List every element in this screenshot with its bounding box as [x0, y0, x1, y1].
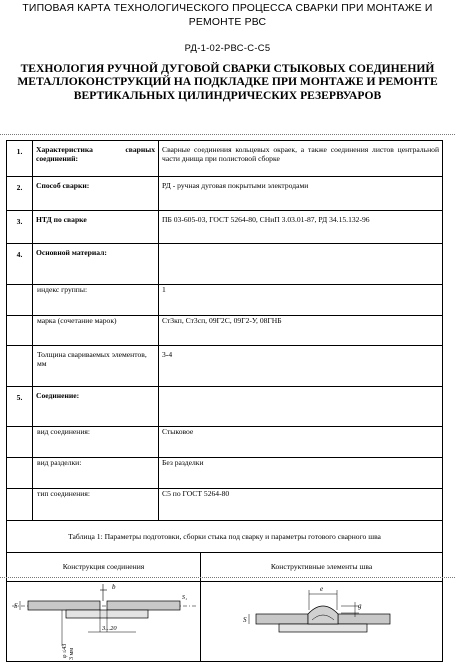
document-code: РД-1-02-РВС-С-С5: [184, 42, 271, 53]
document-title: ТЕХНОЛОГИЯ РУЧНОЙ ДУГОВОЙ СВАРКИ СТЫКОВЫХ СОЕДИНЕНИЙ МЕТАЛЛОКОНСТРУКЦИЙ НА ПОДКЛАДКЕ ПРИ МОНТАЖЕ И РЕМОНТЕ ВЕРТИКАЛЬНЫХ ЦИЛИНДРИЧЕСКИХ РЕЗЕРВУАРОВ: [17, 62, 438, 102]
row-label: вид разделки:: [33, 458, 159, 489]
row-number: 1.: [7, 141, 33, 177]
row-number: 2.: [7, 177, 33, 211]
joint-construction-header: Конструкция соединения: [7, 553, 201, 582]
row-value: Стыковое: [159, 427, 443, 458]
table-row: [7, 141, 443, 177]
row-label: Основной материал:: [33, 244, 159, 285]
row-value: ПБ 03-605-03, ГОСТ 5264-80, СНиП 3.03.01-87, РД 34.15.132-96: [159, 211, 443, 244]
row-label: Толщина свариваемых элементов, мм: [33, 346, 159, 387]
row-value: 3-4: [159, 346, 443, 387]
row-label: Способ сварки:: [33, 177, 159, 211]
row-value: 1: [159, 285, 443, 316]
table-row: [7, 489, 443, 521]
row-label: вид соединения:: [33, 427, 159, 458]
table-row: [7, 387, 443, 427]
row-value: РД - ручная дуговая покрытыми электродами: [159, 177, 443, 211]
row-number: [7, 316, 33, 346]
row-number: [7, 427, 33, 458]
row-value: Без разделки: [159, 458, 443, 489]
row-number: [7, 489, 33, 521]
row-label: НТД по сварке: [33, 211, 159, 244]
table-row: [7, 316, 443, 346]
row-label: марка (сочетание марок): [33, 316, 159, 346]
dotted-separator-top: [0, 134, 455, 135]
row-value: С5 по ГОСТ 5264-80: [159, 489, 443, 521]
row-label: тип соединения:: [33, 489, 159, 521]
weld-elements-drawing: [201, 580, 442, 662]
table-row: [7, 427, 443, 458]
angle-label: φ ≤43: [62, 643, 68, 658]
dotted-separator-bottom: [0, 577, 455, 578]
row-value: [159, 387, 443, 427]
card-title: ТИПОВАЯ КАРТА ТЕХНОЛОГИЧЕСКОГО ПРОЦЕССА СВАРКИ ПРИ МОНТАЖЕ И РЕМОНТЕ РВС: [22, 3, 433, 28]
row-label: Соединение:: [33, 387, 159, 427]
row-label: Характеристика сварных соединений:: [33, 141, 159, 177]
table-row: [7, 211, 443, 244]
row-label: индекс группы:: [33, 285, 159, 316]
table-row: [7, 244, 443, 285]
row-value: [159, 244, 443, 285]
joint-construction-drawing: [6, 580, 200, 662]
table-caption-row: [7, 521, 443, 553]
weld-elements-header: Конструктивные элементы шва: [201, 553, 443, 582]
table-row: [7, 346, 443, 387]
dim-s1-label: S₁: [182, 595, 188, 601]
dim-b-label: b: [112, 583, 116, 591]
table-row: [7, 458, 443, 489]
row-number: 4.: [7, 244, 33, 285]
dim-s-label-right: S: [243, 616, 247, 624]
dim-e-label: e: [320, 585, 324, 593]
table1-caption: Таблица 1: Параметры подготовки, сборки стыка под сварку и параметры готового сварного шва: [7, 521, 443, 553]
row-number: [7, 346, 33, 387]
row-number: 3.: [7, 211, 33, 244]
row-value: Ст3кп, Ст3сп, 09Г2С, 09Г2-У, 08ГНБ: [159, 316, 443, 346]
dim-s-label: S: [14, 602, 18, 610]
row-number: 5.: [7, 387, 33, 427]
gap-label: 3...20: [102, 625, 117, 632]
table-row: [7, 177, 443, 211]
row-value: Сварные соединения кольцевых окраек, а также соединения листов центральной части днища при полистовой сборке: [159, 141, 443, 177]
dim-g-label: g: [358, 602, 362, 610]
table-row: [7, 285, 443, 316]
row-number: [7, 458, 33, 489]
row-number: [7, 285, 33, 316]
depth-label: 3 мм: [69, 647, 75, 660]
